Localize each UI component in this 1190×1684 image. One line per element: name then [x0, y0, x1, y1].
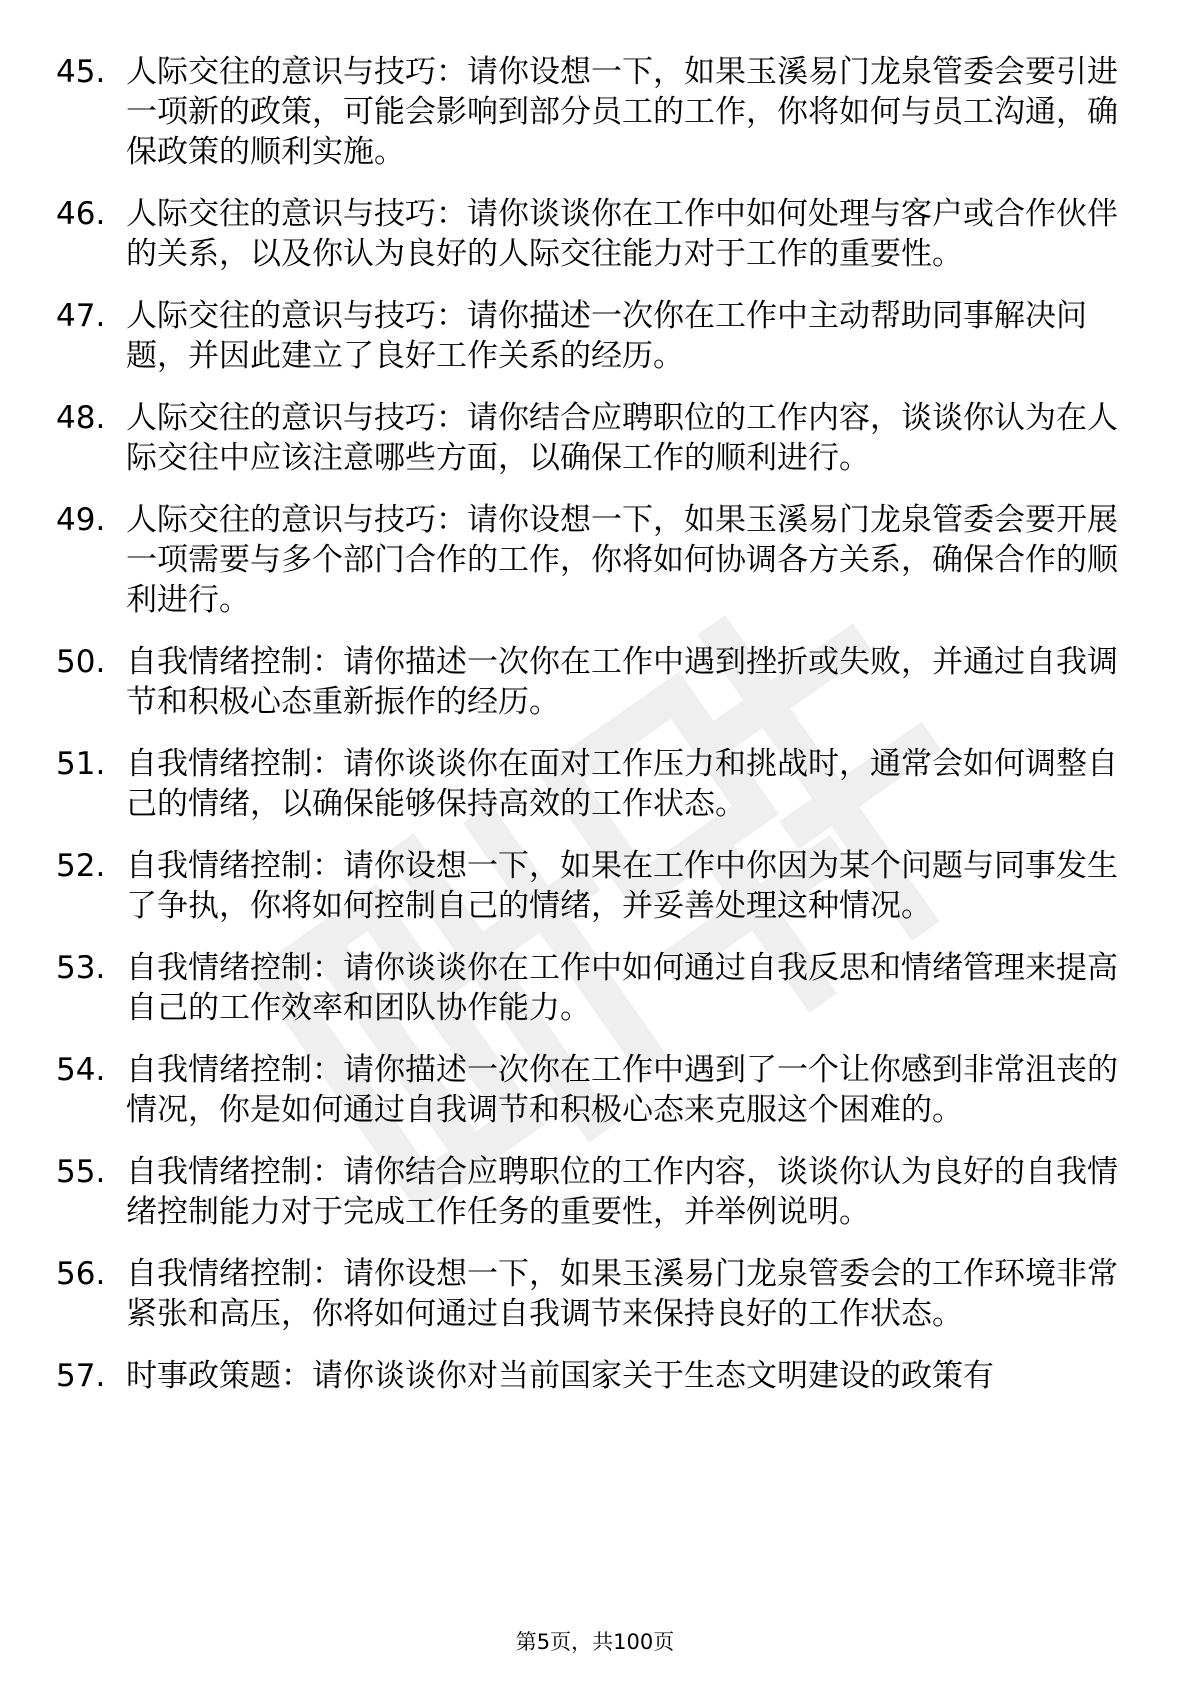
question-number: 45. — [56, 54, 106, 90]
question-text: 人际交往的意识与技巧：请你谈谈你在工作中如何处理与客户或合作伙伴的关系，以及你认为良好的人际交往能力对于工作的重要性。 — [126, 196, 1118, 272]
question-text: 自我情绪控制：请你描述一次你在工作中遇到了一个让你感到非常沮丧的情况，你是如何通过自我调节和积极心态来克服这个困难的。 — [126, 1052, 1118, 1128]
question-text: 自我情绪控制：请你结合应聘职位的工作内容，谈谈你认为良好的自我情绪控制能力对于完成工作任务的重要性，并举例说明。 — [126, 1154, 1118, 1230]
question-item — [56, 398, 1136, 478]
question-number: 48. — [56, 400, 106, 436]
question-item — [56, 948, 1136, 1028]
question-item — [56, 1152, 1136, 1232]
question-text: 自我情绪控制：请你设想一下，如果在工作中你因为某个问题与同事发生了争执，你将如何控制自己的情绪，并妥善处理这种情况。 — [126, 848, 1118, 924]
question-number: 56. — [56, 1256, 106, 1292]
question-number: 51. — [56, 746, 106, 782]
question-number: 53. — [56, 950, 106, 986]
question-item — [56, 846, 1136, 926]
question-number: 55. — [56, 1154, 106, 1190]
question-text: 自我情绪控制：请你谈谈你在面对工作压力和挑战时，通常会如何调整自己的情绪，以确保能够保持高效的工作状态。 — [126, 746, 1118, 822]
question-item — [56, 296, 1136, 376]
question-text: 人际交往的意识与技巧：请你设想一下，如果玉溪易门龙泉管委会要开展一项需要与多个部门合作的工作，你将如何协调各方关系，确保合作的顺利进行。 — [126, 502, 1118, 618]
question-number: 57. — [56, 1358, 106, 1394]
question-item — [56, 500, 1136, 620]
question-number: 50. — [56, 644, 106, 680]
question-item — [56, 1254, 1136, 1334]
question-item — [56, 642, 1136, 722]
page-footer: 第5页，共100页 — [515, 1630, 675, 1654]
question-list — [56, 52, 1136, 1418]
question-item — [56, 194, 1136, 274]
question-number: 52. — [56, 848, 106, 884]
question-text: 自我情绪控制：请你谈谈你在工作中如何通过自我反思和情绪管理来提高自己的工作效率和团队协作能力。 — [126, 950, 1118, 1026]
question-item — [56, 744, 1136, 824]
question-item — [56, 1050, 1136, 1130]
question-text: 自我情绪控制：请你描述一次你在工作中遇到挫折或失败，并通过自我调节和积极心态重新振作的经历。 — [126, 644, 1118, 720]
question-number: 46. — [56, 196, 106, 232]
question-text: 人际交往的意识与技巧：请你描述一次你在工作中主动帮助同事解决问题，并因此建立了良好工作关系的经历。 — [126, 298, 1087, 374]
question-number: 47. — [56, 298, 106, 334]
question-number: 49. — [56, 502, 106, 538]
question-text: 人际交往的意识与技巧：请你设想一下，如果玉溪易门龙泉管委会要引进一项新的政策，可能会影响到部分员工的工作，你将如何与员工沟通，确保政策的顺利实施。 — [126, 54, 1118, 170]
question-item — [56, 52, 1136, 172]
question-text: 自我情绪控制：请你设想一下，如果玉溪易门龙泉管委会的工作环境非常紧张和高压，你将如何通过自我调节来保持良好的工作状态。 — [126, 1256, 1118, 1332]
question-text: 人际交往的意识与技巧：请你结合应聘职位的工作内容，谈谈你认为在人际交往中应该注意哪些方面，以确保工作的顺利进行。 — [126, 400, 1118, 476]
question-item — [56, 1356, 1136, 1396]
question-number: 54. — [56, 1052, 106, 1088]
question-text: 时事政策题：请你谈谈你对当前国家关于生态文明建设的政策有 — [126, 1358, 994, 1394]
